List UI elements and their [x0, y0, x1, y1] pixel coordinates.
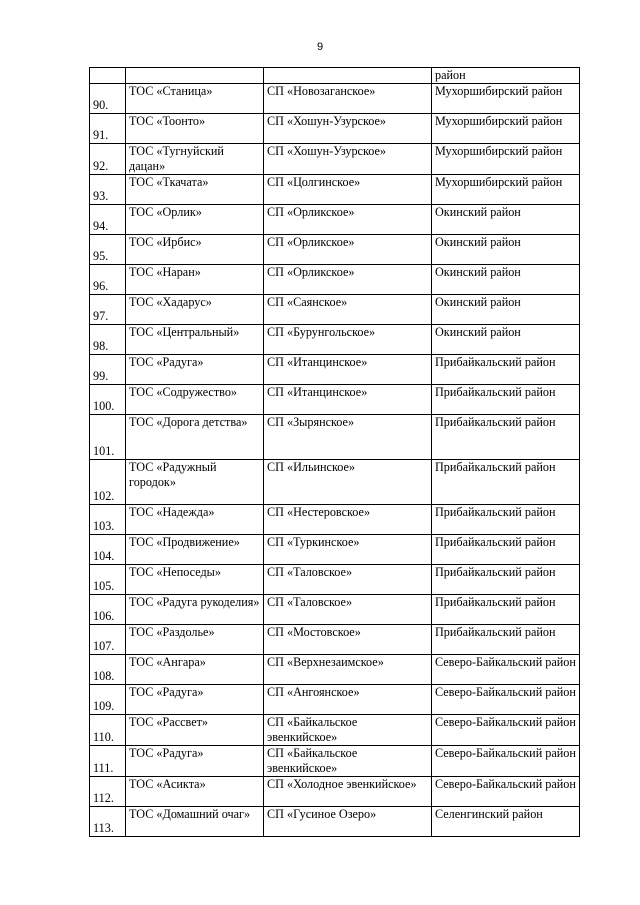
district-cell: Прибайкальский район — [432, 595, 580, 625]
table-row — [90, 355, 580, 385]
district-cell: район — [432, 68, 580, 84]
row-number-cell: 95. — [90, 235, 126, 265]
settlement-cell — [264, 68, 432, 84]
settlement-cell: СП «Таловское» — [264, 565, 432, 595]
table-row — [90, 746, 580, 777]
tos-name-cell: ТОС «Наран» — [126, 265, 264, 295]
settlement-cell: СП «Таловское» — [264, 595, 432, 625]
tos-name-cell: ТОС «Домашний очаг» — [126, 807, 264, 837]
tos-name-cell: ТОС «Ирбис» — [126, 235, 264, 265]
table-row — [90, 415, 580, 460]
district-cell: Прибайкальский район — [432, 460, 580, 505]
tos-registry-table — [89, 67, 580, 837]
settlement-cell: СП «Орликское» — [264, 235, 432, 265]
table-row — [90, 175, 580, 205]
tos-name-cell: ТОС «Станица» — [126, 84, 264, 114]
tos-name-cell: ТОС «Ангара» — [126, 655, 264, 685]
row-number-cell — [90, 68, 126, 84]
settlement-cell: СП «Орликское» — [264, 265, 432, 295]
district-cell: Северо-Байкальский район — [432, 715, 580, 746]
district-cell: Северо-Байкальский район — [432, 655, 580, 685]
table-row — [90, 715, 580, 746]
settlement-cell: СП «Верхнезаимское» — [264, 655, 432, 685]
settlement-cell: СП «Ангоянское» — [264, 685, 432, 715]
row-number-cell: 107. — [90, 625, 126, 655]
district-cell: Окинский район — [432, 265, 580, 295]
settlement-cell: СП «Холодное эвенкийское» — [264, 777, 432, 807]
settlement-cell: СП «Цолгинское» — [264, 175, 432, 205]
tos-name-cell — [126, 68, 264, 84]
district-cell: Прибайкальский район — [432, 535, 580, 565]
district-cell: Прибайкальский район — [432, 625, 580, 655]
district-cell: Мухоршибирский район — [432, 175, 580, 205]
row-number-cell: 111. — [90, 746, 126, 777]
table-row — [90, 595, 580, 625]
settlement-cell: СП «Туркинское» — [264, 535, 432, 565]
row-number-cell: 98. — [90, 325, 126, 355]
district-cell: Прибайкальский район — [432, 505, 580, 535]
settlement-cell: СП «Орликское» — [264, 205, 432, 235]
table-row — [90, 685, 580, 715]
settlement-cell: СП «Мостовское» — [264, 625, 432, 655]
tos-name-cell: ТОС «Хадарус» — [126, 295, 264, 325]
settlement-cell: СП «Ильинское» — [264, 460, 432, 505]
table-row — [90, 625, 580, 655]
district-cell: Северо-Байкальский район — [432, 746, 580, 777]
tos-name-cell: ТОС «Содружество» — [126, 385, 264, 415]
district-cell: Окинский район — [432, 205, 580, 235]
district-cell: Окинский район — [432, 325, 580, 355]
settlement-cell: СП «Байкальское эвенкийское» — [264, 746, 432, 777]
page-number: 9 — [316, 41, 324, 53]
tos-name-cell: ТОС «Орлик» — [126, 205, 264, 235]
row-number-cell: 94. — [90, 205, 126, 235]
table-row — [90, 114, 580, 144]
tos-name-cell: ТОС «Тугнуйский дацан» — [126, 144, 264, 175]
district-cell: Северо-Байкальский район — [432, 685, 580, 715]
row-number-cell: 112. — [90, 777, 126, 807]
tos-name-cell: ТОС «Продвижение» — [126, 535, 264, 565]
settlement-cell: СП «Итанцинское» — [264, 355, 432, 385]
settlement-cell: СП «Нестеровское» — [264, 505, 432, 535]
settlement-cell: СП «Новозаганское» — [264, 84, 432, 114]
row-number-cell: 90. — [90, 84, 126, 114]
table-row — [90, 84, 580, 114]
tos-name-cell: ТОС «Непоседы» — [126, 565, 264, 595]
table-row — [90, 460, 580, 505]
tos-name-cell: ТОС «Радуга» — [126, 685, 264, 715]
district-cell: Мухоршибирский район — [432, 144, 580, 175]
tos-name-cell: ТОС «Радуга рукоделия» — [126, 595, 264, 625]
row-number-cell: 97. — [90, 295, 126, 325]
district-cell: Мухоршибирский район — [432, 84, 580, 114]
row-number-cell: 100. — [90, 385, 126, 415]
settlement-cell: СП «Саянское» — [264, 295, 432, 325]
district-cell: Прибайкальский район — [432, 415, 580, 460]
tos-name-cell: ТОС «Асикта» — [126, 777, 264, 807]
district-cell: Прибайкальский район — [432, 355, 580, 385]
settlement-cell: СП «Гусиное Озеро» — [264, 807, 432, 837]
row-number-cell: 101. — [90, 415, 126, 460]
table-row — [90, 68, 580, 84]
tos-name-cell: ТОС «Тоонто» — [126, 114, 264, 144]
tos-name-cell: ТОС «Радуга» — [126, 355, 264, 385]
settlement-cell: СП «Итанцинское» — [264, 385, 432, 415]
settlement-cell: СП «Зырянское» — [264, 415, 432, 460]
district-cell: Селенгинский район — [432, 807, 580, 837]
table-row — [90, 505, 580, 535]
table-row — [90, 265, 580, 295]
district-cell: Окинский район — [432, 295, 580, 325]
table-row — [90, 235, 580, 265]
table-row — [90, 144, 580, 175]
row-number-cell: 108. — [90, 655, 126, 685]
district-cell: Мухоршибирский район — [432, 114, 580, 144]
row-number-cell: 96. — [90, 265, 126, 295]
settlement-cell: СП «Хошун-Узурское» — [264, 144, 432, 175]
table-row — [90, 655, 580, 685]
settlement-cell: СП «Бурунгольское» — [264, 325, 432, 355]
row-number-cell: 99. — [90, 355, 126, 385]
row-number-cell: 103. — [90, 505, 126, 535]
row-number-cell: 104. — [90, 535, 126, 565]
settlement-cell: СП «Хошун-Узурское» — [264, 114, 432, 144]
settlement-cell: СП «Байкальское эвенкийское» — [264, 715, 432, 746]
table-row — [90, 295, 580, 325]
row-number-cell: 93. — [90, 175, 126, 205]
tos-name-cell: ТОС «Радуга» — [126, 746, 264, 777]
tos-name-cell: ТОС «Дорога детства» — [126, 415, 264, 460]
district-cell: Прибайкальский район — [432, 565, 580, 595]
table-row — [90, 205, 580, 235]
row-number-cell: 102. — [90, 460, 126, 505]
table-row — [90, 535, 580, 565]
table-row — [90, 565, 580, 595]
table-row — [90, 807, 580, 837]
tos-name-cell: ТОС «Рассвет» — [126, 715, 264, 746]
district-cell: Прибайкальский район — [432, 385, 580, 415]
district-cell: Северо-Байкальский район — [432, 777, 580, 807]
table-row — [90, 325, 580, 355]
table-row — [90, 385, 580, 415]
tos-name-cell: ТОС «Раздолье» — [126, 625, 264, 655]
row-number-cell: 106. — [90, 595, 126, 625]
tos-name-cell: ТОС «Радужный городок» — [126, 460, 264, 505]
tos-name-cell: ТОС «Центральный» — [126, 325, 264, 355]
row-number-cell: 92. — [90, 144, 126, 175]
table-body — [90, 68, 580, 837]
row-number-cell: 105. — [90, 565, 126, 595]
row-number-cell: 110. — [90, 715, 126, 746]
row-number-cell: 113. — [90, 807, 126, 837]
tos-name-cell: ТОС «Надежда» — [126, 505, 264, 535]
row-number-cell: 109. — [90, 685, 126, 715]
tos-name-cell: ТОС «Ткачата» — [126, 175, 264, 205]
row-number-cell: 91. — [90, 114, 126, 144]
table-row — [90, 777, 580, 807]
district-cell: Окинский район — [432, 235, 580, 265]
